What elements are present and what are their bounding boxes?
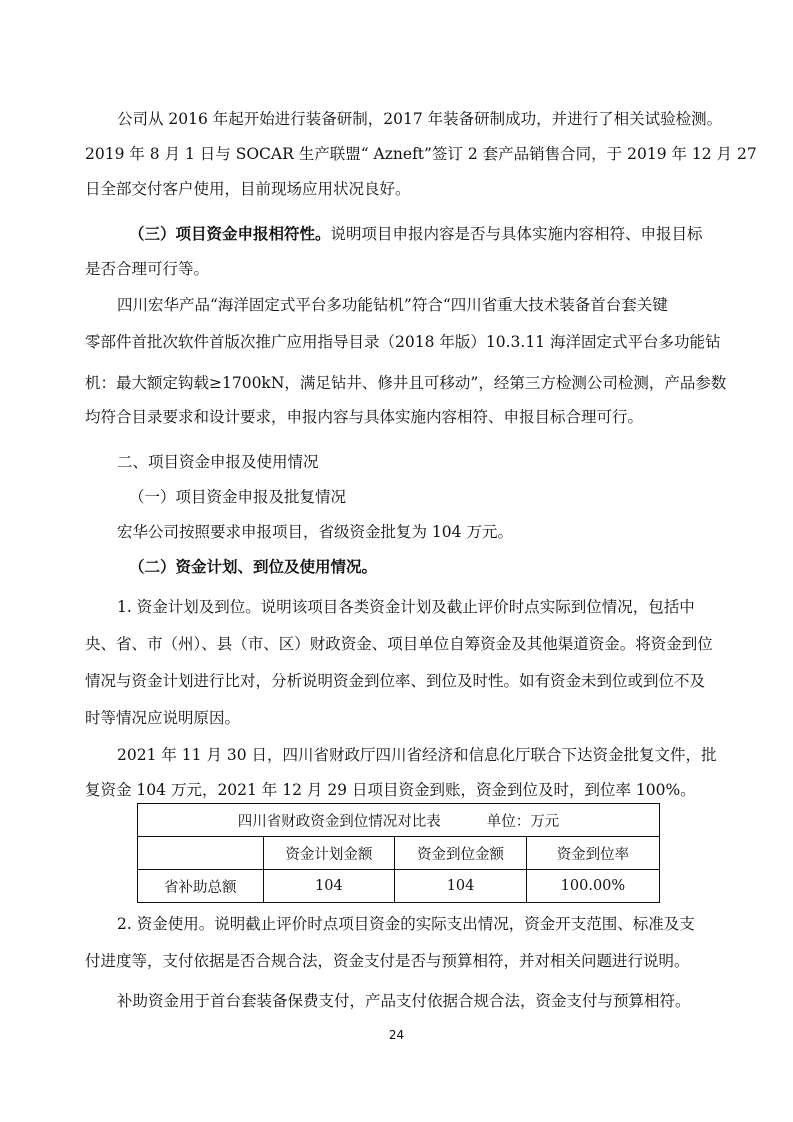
body-line: 公司从 2016 年起开始进行装备研制，2017 年装备研制成功，并进行了相关试验检测。 — [117, 110, 723, 128]
section-heading: （三）项目资金申报相符性。 — [129, 224, 331, 243]
body-line: 2. 资金使用。说明截止评价时点项目资金的实际支出情况，资金开支范围、标准及支 — [117, 915, 695, 933]
funding-comparison-table — [137, 803, 660, 903]
table-header-cell: 资金到位金额 — [395, 837, 527, 870]
body-text: 说明项目申报内容是否与具体实施内容相符、申报目标 — [330, 225, 703, 243]
body-line: 情况与资金计划进行比对，分析说明资金到位率、到位及时性。如有资金未到位或到位不及 — [85, 672, 706, 690]
table-cell: 104 — [395, 870, 527, 903]
table-title: 四川省财政资金到位情况对比表 单位：万元 — [138, 804, 660, 837]
table-header-row — [138, 837, 660, 870]
table-cell: 100.00% — [526, 870, 659, 903]
page-number: 24 — [388, 1028, 405, 1042]
body-line: 均符合目录要求和设计要求，申报内容与具体实施内容相符、申报目标合理可行。 — [85, 408, 644, 426]
body-line: 日全部交付客户使用，目前现场应用状况良好。 — [85, 180, 411, 198]
subsection-title: （二）资金计划、到位及使用情况。 — [129, 557, 378, 576]
body-line: 时等情况应说明原因。 — [85, 709, 241, 727]
body-line: 2019 年 8 月 1 日与 SOCAR 生产联盟“ Azneft”签订 2 套产品销售合同，于 2019 年 12 月 27 — [85, 145, 757, 163]
body-line: 央、省、市（州）、县（市、区）财政资金、项目单位自筹资金及其他渠道资金。将资金到位 — [85, 635, 713, 653]
table-title-row — [138, 804, 660, 837]
body-line: 补助资金用于首台套装备保费支付，产品支付依据合规合法，资金支付与预算相符。 — [117, 992, 691, 1010]
body-line: 2021 年 11 月 30 日，四川省财政厅四川省经济和信息化厅联合下达资金批复文件，批 — [117, 746, 717, 764]
body-line: 四川宏华产品“海洋固定式平台多功能钻机”符合“四川省重大技术装备首台套关键 — [117, 296, 668, 314]
table-header-cell: 资金计划金额 — [263, 837, 395, 870]
section-title: 二、项目资金申报及使用情况 — [117, 453, 319, 471]
table-row — [138, 870, 660, 903]
table-cell: 省补助总额 — [138, 870, 264, 903]
body-line: 零部件首批次软件首版次推广应用指导目录（2018 年版）10.3.11 海洋固定式平台多功能钻 — [85, 333, 721, 351]
table-header-cell: 资金到位率 — [526, 837, 659, 870]
body-line: 是否合理可行等。 — [85, 260, 210, 278]
body-line: 宏华公司按照要求申报项目，省级资金批复为 104 万元。 — [117, 523, 513, 541]
body-line: 复资金 104 万元，2021 年 12 月 29 日项目资金到账，资金到位及时，到位率 100%。 — [85, 781, 696, 799]
body-line — [85, 223, 710, 245]
body-line: 机：最大额定钩载≥1700kN，满足钻井、修井且可移动”，经第三方检测公司检测，产品参数 — [85, 374, 727, 392]
table-header-cell — [138, 837, 264, 870]
subsection-title: （一）项目资金申报及批复情况 — [129, 488, 347, 506]
body-line: 付进度等，支付依据是否合规合法，资金支付是否与预算相符，并对相关问题进行说明。 — [85, 952, 690, 970]
table-cell: 104 — [263, 870, 395, 903]
body-line: 1. 资金计划及到位。说明该项目各类资金计划及截止评价时点实际到位情况，包括中 — [117, 598, 695, 616]
